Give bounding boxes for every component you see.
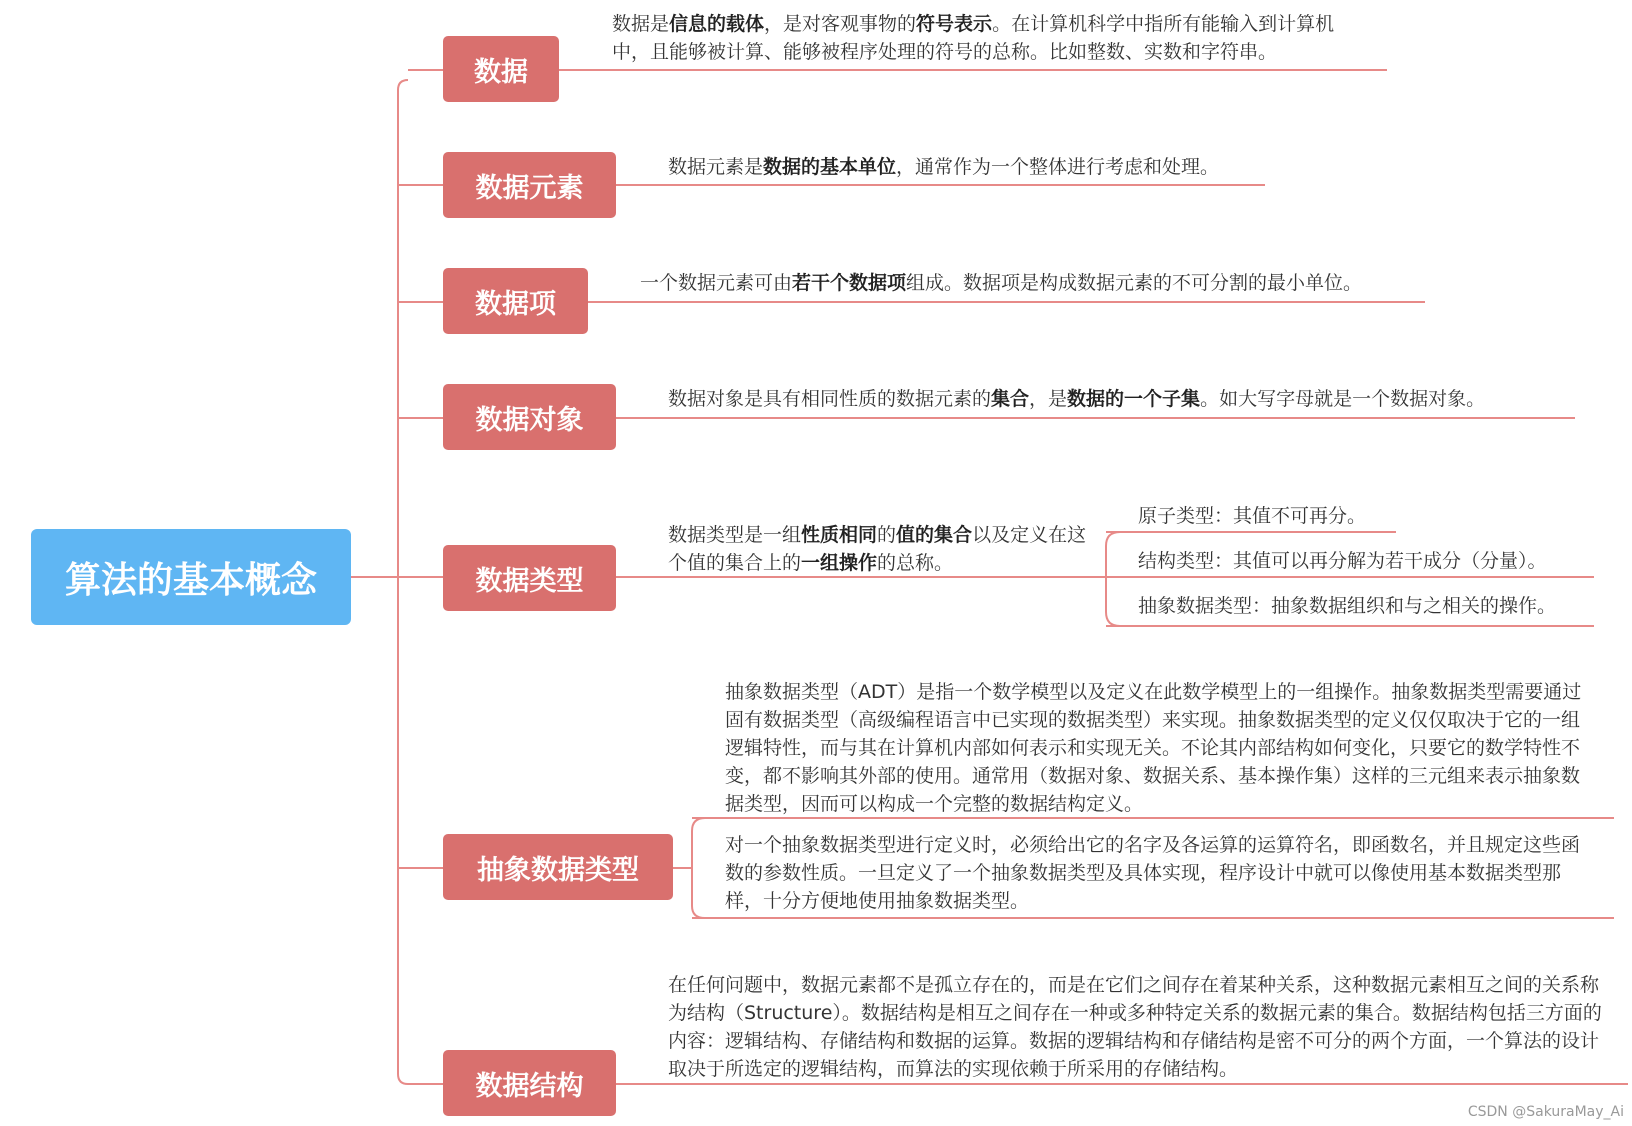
note-atomic-type: 原子类型：其值不可再分。 [1138,505,1367,527]
text-segment: 。如大写字母就是一个数据对象。 [1200,388,1486,410]
note-data-object [668,385,1485,413]
text-segment: ，通常作为一个整体进行考虑和处理。 [896,156,1220,178]
bold-term: 值的集合 [896,524,973,546]
bold-term: 数据的一个子集 [1067,388,1201,410]
text-segment: 数据类型是一组 [668,524,802,546]
text-segment: 的 [877,524,897,546]
text-segment: 一个数据元素可由 [640,272,793,294]
text-segment: 数据对象是具有相同性质的数据元素的 [668,388,992,410]
note-data-element [668,153,1219,181]
watermark: CSDN @SakuraMay_Ai [1467,1104,1624,1120]
text-segment: 组成。数据项是构成数据元素的不可分割的最小单位。 [906,272,1363,294]
note-structure-type: 结构类型：其值可以再分解为若干成分（分量）。 [1138,550,1547,572]
text-segment: 数据是 [612,13,670,35]
bold-term: 性质相同 [801,524,878,546]
topic-data-object[interactable]: 数据对象 [443,384,616,450]
note-data-item [640,269,1362,297]
note-data [612,10,1360,66]
adt-bracket [692,818,705,918]
note-data-structure: 在任何问题中，数据元素都不是孤立存在的，而是在它们之间存在着某种关系，这种数据元素相互之间的关系称为结构（Structure）。数据结构是相互之间存在一种或多种特定关系的数据元素的集合。数据结构包括三方面的内容：逻辑结构、存储结构和数据的运算。数据的逻辑结构和存储结构是密不可分的两个方面，一个算法的设计取决于所选定的逻辑结构，而算法的实现依赖于所采用的存储结构。 [668,974,1602,1080]
text-segment: 数据元素是 [668,156,764,178]
text-segment: 以及定义在这个值的集合上的 [668,524,1087,574]
topic-data-item[interactable]: 数据项 [443,268,588,334]
bold-term: 数据的基本单位 [763,156,897,178]
trunk-line [398,80,408,1084]
note-adt-usage: 对一个抽象数据类型进行定义时，必须给出它的名字及各运算的运算符名，即函数名，并且规定这些函数的参数性质。一旦定义了一个抽象数据类型及具体实现，程序设计中就可以像使用基本数据类型那样，十分方便地使用抽象数据类型。 [725,834,1581,912]
note-abstract-type: 抽象数据类型：抽象数据组织和与之相关的操作。 [1138,595,1557,617]
text-segment: ，是对客观事物的 [764,13,917,35]
type-bracket [1106,532,1120,626]
text-segment: 的总称。 [877,552,954,574]
text-segment: 。在计算机科学中指所有能输入到计算机中，且能够被计算、能够被程序处理的符号的总称。比如整数、实数和字符串。 [612,13,1335,63]
note-adt-definition: 抽象数据类型（ADT）是指一个数学模型以及定义在此数学模型上的一组操作。抽象数据类型需要通过固有数据类型（高级编程语言中已实现的数据类型）来实现。抽象数据类型的定义仅仅取决于它的一组逻辑特性，而与其在计算机内部如何表示和实现无关。不论其内部结构如何变化，只要它的数学特性不变，都不影响其外部的使用。通常用（数据对象、数据关系、基本操作集）这样的三元组来表示抽象数据类型，因而可以构成一个完整的数据结构定义。 [725,681,1582,815]
bold-term: 信息的载体 [669,13,765,35]
root-topic[interactable]: 算法的基本概念 [31,529,351,625]
bold-term: 一组操作 [801,552,878,574]
topic-data-element[interactable]: 数据元素 [443,152,616,218]
topic-data-structure[interactable]: 数据结构 [443,1050,616,1116]
topic-adt[interactable]: 抽象数据类型 [443,834,673,900]
text-segment: ，是 [1029,388,1068,410]
bold-term: 若干个数据项 [792,272,907,294]
bold-term: 集合 [991,388,1030,410]
note-data-type [668,521,1088,577]
topic-data-type[interactable]: 数据类型 [443,545,616,611]
topic-data[interactable]: 数据 [443,36,559,102]
bold-term: 符号表示 [916,13,993,35]
